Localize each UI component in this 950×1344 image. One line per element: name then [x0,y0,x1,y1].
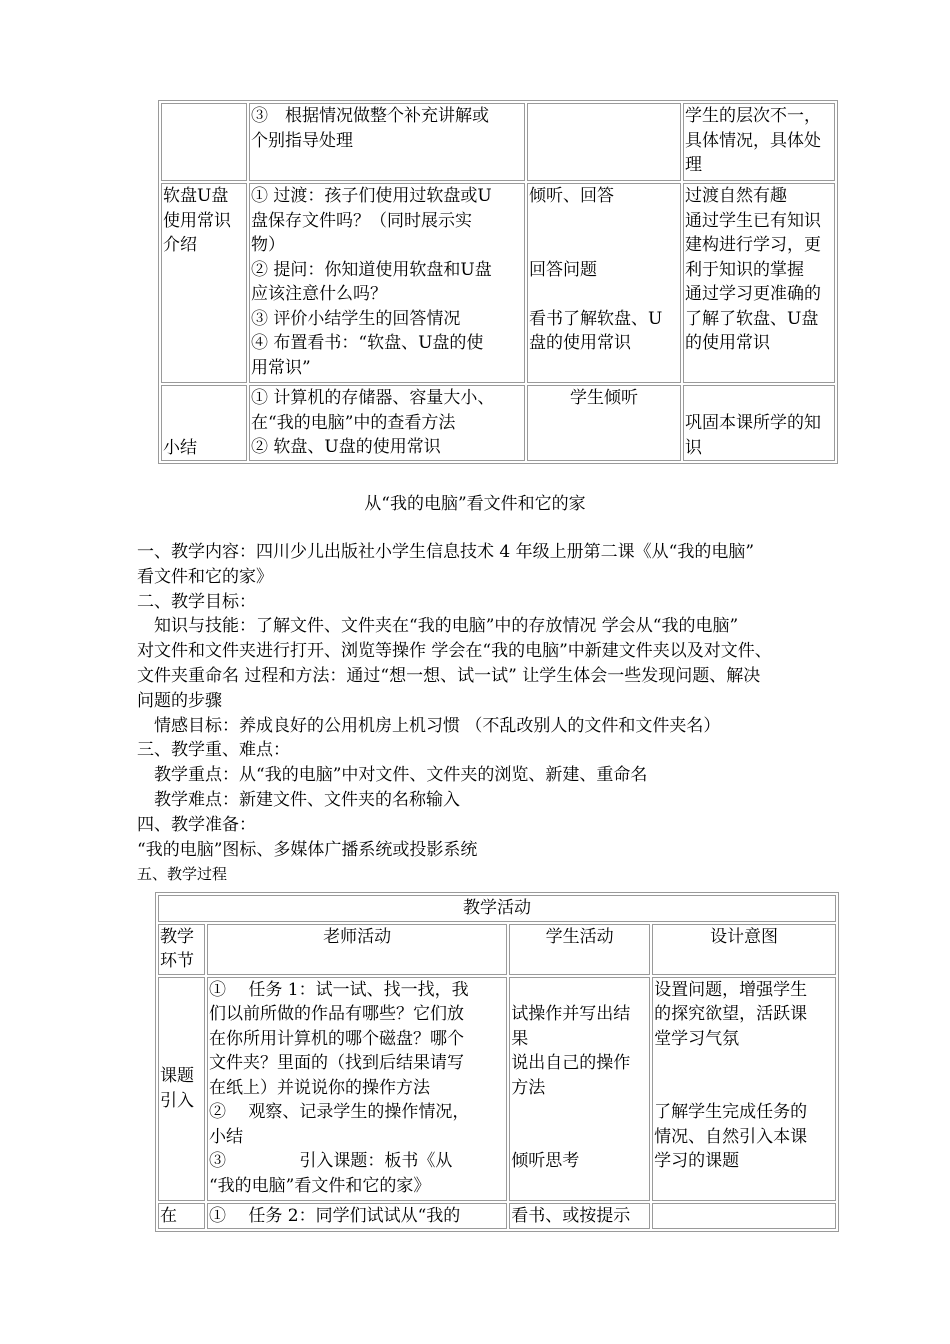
table-row [158,977,836,1201]
cell-line: 倾听、回答 [529,186,614,206]
body-line: 三、教学重、难点： [137,740,290,761]
cell-line: 盘的使用常识 [529,333,631,353]
stage-cell [158,977,205,1201]
teacher-activity-cell [207,977,507,1201]
cell-line: 具体情况，具体处 [685,130,821,151]
teacher-activity-cell [207,1203,507,1230]
cell-line [654,1051,834,1076]
cell-line: 设置问题，增强学生 [654,979,808,1000]
cell-line: 物） [251,235,285,255]
cell-line: ① 计算机的存储器、容量大小、 [251,388,495,408]
student-activity-cell [509,977,650,1201]
teacher-activity-cell [249,385,525,461]
design-intent-cell [652,977,836,1201]
cell-line: ④ 布置看书：“软盘、U盘的使 [251,333,484,353]
cell-line: 学生倾听 [570,388,638,408]
cell-line: ② 软盘、U盘的使用常识 [251,437,441,457]
cell-line: 倾听思考 [511,1151,580,1171]
body-line: 知识与技能：了解文件、文件夹在“我的电脑”中的存放情况 学会从“我的电脑” [137,616,739,637]
body-line: 二、教学目标： [137,591,256,612]
cell-line: 个别指导处理 [251,130,353,151]
lesson-table-1 [158,100,838,464]
cell-line: 通过学生已有知识 [685,210,821,231]
stage-header [158,924,205,975]
table-header-row [158,895,836,922]
cell-line: 方法 [511,1077,546,1098]
student-activity-cell [527,183,681,383]
cell-line: ③ 引入课题：板书《从 [208,1151,453,1171]
cell-line: 了解学生完成任务的 [654,1102,808,1122]
stage-cell [158,1203,205,1230]
cell-line: 试操作并写出结 [511,1004,631,1024]
cell-line: ② 提问：你知道使用软盘和U盘 [251,259,492,280]
cell-line: 教学 [160,926,194,947]
cell-line: 用常识” [251,357,311,378]
cell-line: ① 任务 2：同学们试试从“我的 [208,1205,461,1226]
cell-line [654,1076,834,1101]
cell-line: 的使用常识 [685,333,770,353]
cell-line [529,282,679,307]
cell-line: 识 [685,437,702,458]
cell-line: 文件夹？里面的（找到后结果请写 [208,1053,464,1073]
cell-line: 果 [511,1028,529,1049]
cell-line: 通过学习更准确的 [685,284,821,304]
cell-line: 盘保存文件吗？（同时展示实 [251,210,472,231]
cell-line: 情况、自然引入本课 [654,1126,808,1147]
student-header: 学生活动 [509,924,650,975]
intent-header: 设计意图 [652,924,836,975]
design-intent-cell [683,385,835,461]
cell-line: 学生的层次不一， [685,106,821,126]
cell-line: 的探究欲望，活跃课 [654,1004,808,1024]
body-line: 文件夹重命名 过程和方法：通过“想一想、试一试” 让学生体会一些发现问题、解决 [137,665,761,686]
cell-line: 小结 [163,437,197,458]
cell-line: 应该注意什么吗？ [251,284,387,304]
stage-cell [161,385,247,461]
body-line: 对文件和文件夹进行打开、浏览等操作 学会在“我的电脑”中新建文件夹以及对文件、 [137,641,772,662]
table-row [161,385,835,461]
stage-cell [161,183,247,383]
cell-line: 说出自己的操作 [511,1053,631,1073]
cell-line: 在你所用计算机的哪个磁盘？哪个 [208,1028,464,1049]
cell-line [511,1125,648,1150]
cell-line [529,233,679,258]
cell-line: 巩固本课所学的知 [685,413,821,433]
teacher-header: 老师活动 [207,924,507,975]
body-line: 四、教学准备： [137,814,256,835]
cell-line: ③ 根据情况做整个补充讲解或 [251,106,489,126]
cell-line: 利于知识的掌握 [685,259,804,280]
student-activity-cell [527,103,681,181]
cell-line: 使用常识 [163,210,231,231]
lesson-table-2 [155,892,839,1232]
cell-line: 在 [160,1205,177,1226]
design-intent-cell [683,183,835,383]
cell-line: ③ 评价小结学生的回答情况 [251,308,461,329]
stage-cell [161,103,247,181]
body-line: 一、教学内容：四川少儿出版社小学生信息技术 4 年级上册第二课《从“我的电脑” [137,542,755,562]
cell-line [511,1100,648,1125]
cell-line: 们以前所做的作品有哪些？它们放 [208,1004,464,1024]
cell-line: ① 过渡：孩子们使用过软盘或U [251,186,492,206]
student-activity-cell [509,1203,650,1230]
cell-line [529,209,679,234]
cell-line: 回答问题 [529,259,597,280]
cell-line: 软盘U盘 [163,186,229,206]
cell-line: 在纸上）并说说你的操作方法 [208,1077,430,1098]
cell-line: 环节 [160,951,194,971]
design-intent-cell [652,1203,836,1230]
table-row [161,183,835,383]
activity-header: 教学活动 [158,895,836,922]
cell-line: 学习的课题 [654,1151,740,1171]
cell-line: 堂学习气氛 [654,1028,740,1049]
cell-line: 了解了软盘、U盘 [685,308,819,329]
document-title: 从“我的电脑”看文件和它的家 [364,494,586,514]
cell-line: 看书、或按提示 [511,1205,631,1226]
student-activity-cell [527,385,681,461]
column-header-row [158,924,836,975]
cell-line: 在“我的电脑”中的查看方法 [251,412,456,433]
process-label: 五、教学过程 [137,865,228,884]
document-body [137,540,877,887]
design-intent-cell [683,103,835,181]
body-line: 教学重点：从“我的电脑”中对文件、文件夹的浏览、新建、重命名 [137,765,648,786]
cell-line: 小结 [208,1126,243,1147]
cell-line: 看书了解软盘、U [529,308,663,329]
body-line: 情感目标：养成良好的公用机房上机习惯 （不乱改别人的文件和文件夹名） [137,715,721,736]
cell-line: 过渡自然有趣 [685,186,787,206]
body-line: “我的电脑”图标、多媒体广播系统或投影系统 [137,839,478,860]
teacher-activity-cell [249,103,525,181]
cell-line: “我的电脑”看文件和它的家》 [208,1175,431,1196]
body-line: 问题的步骤 [137,690,222,711]
cell-line: ① 任务 1：试一试、找一找，我 [208,979,469,1000]
table-row [158,1203,836,1230]
cell-line: 理 [685,155,702,175]
cell-line: 课题 [160,1066,194,1086]
cell-line: 介绍 [163,235,197,255]
cell-line: ② 观察、记录学生的操作情况， [208,1102,470,1122]
table-row [161,103,835,181]
body-line: 教学难点：新建文件、文件夹的名称输入 [137,789,460,810]
body-line: 看文件和它的家》 [137,566,273,587]
cell-line: 引入 [160,1090,194,1111]
cell-line [511,978,648,1003]
teacher-activity-cell [249,183,525,383]
cell-line: 建构进行学习，更 [685,235,821,255]
